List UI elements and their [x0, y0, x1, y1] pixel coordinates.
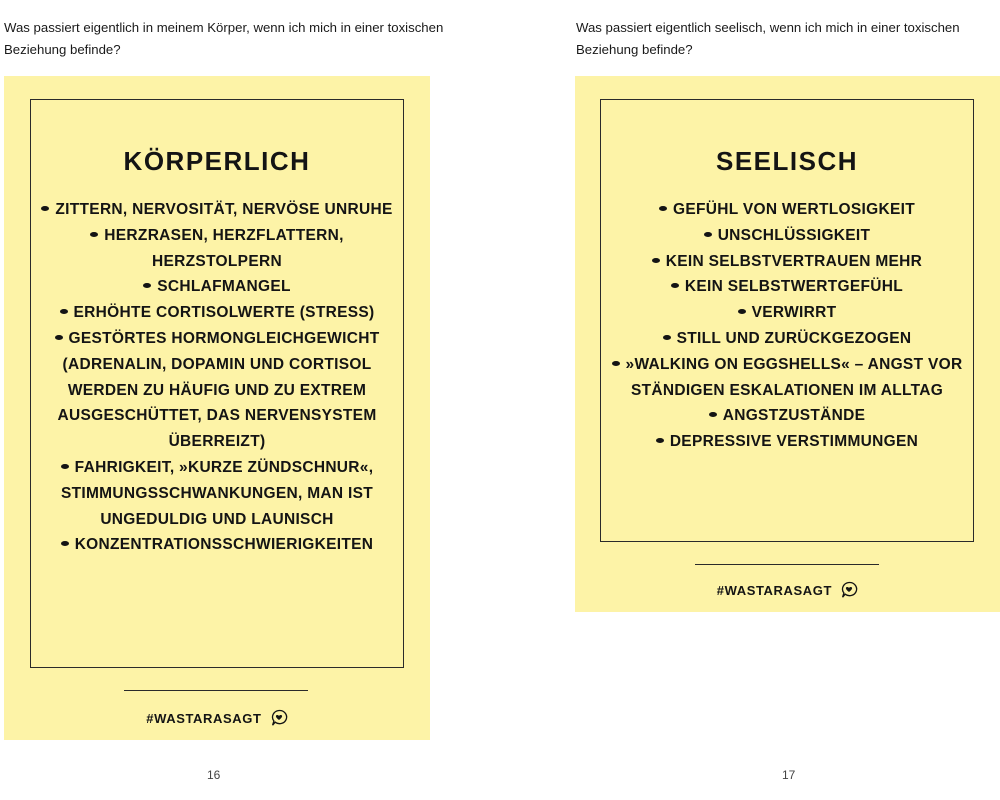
card-title: SEELISCH: [715, 146, 859, 176]
card-frame: [30, 99, 404, 668]
list-item: KONZENTRATIONSSCHWIERIGKEITEN: [41, 532, 393, 558]
list-item: HERZRASEN, HERZFLATTERN, HERZSTOLPERN: [41, 223, 393, 275]
intro-text: Was passiert eigentlich in meinem Körper, wenn ich mich in einer toxischen Beziehung befinde?: [4, 20, 444, 57]
bullet-icon: [663, 335, 671, 340]
bullet-icon: [656, 438, 664, 443]
bullet-icon: [90, 232, 98, 237]
info-card: [4, 76, 430, 740]
info-card: [575, 76, 1000, 612]
bullet-icon: [143, 283, 151, 288]
bullet-icon: [704, 232, 712, 237]
bullet-icon: [41, 206, 49, 211]
speech-bubble-heart-icon: [270, 709, 288, 727]
list-item: ZITTERN, NERVOSITÄT, NERVÖSE UNRUHE: [41, 197, 393, 223]
list-item: FAHRIGKEIT, »KURZE ZÜNDSCHNUR«, STIMMUNGSSCHWANKUNGEN, MAN IST UNGEDULDIG UND LAUNISCH: [60, 458, 374, 528]
card-title: KÖRPERLICH: [123, 146, 311, 176]
list-item: GEFÜHL VON WERTLOSIGKEIT: [611, 197, 963, 223]
list-item: ERHÖHTE CORTISOLWERTE (STRESS): [41, 300, 393, 326]
speech-bubble-heart-icon: [840, 581, 858, 599]
bullet-icon: [60, 309, 68, 314]
card-frame: [600, 99, 974, 542]
list-item: KEIN SELBSTVERTRAUEN MEHR: [611, 249, 963, 275]
symptom-list: [31, 197, 403, 558]
bullet-icon: [61, 541, 69, 546]
list-item: »WALKING ON EGGSHELLS« – ANGST VOR STÄNDIGEN ESKALATIONEN IM ALLTAG: [611, 352, 963, 404]
hashtag: #WASTARASAGT: [575, 581, 1000, 599]
list-item: UNSCHLÜSSIGKEIT: [611, 223, 963, 249]
list-item: STILL UND ZURÜCKGEZOGEN: [611, 326, 963, 352]
list-item: VERWIRRT: [611, 300, 963, 326]
bullet-icon: [61, 464, 69, 469]
list-item: DEPRESSIVE VERSTIMMUNGEN: [611, 429, 963, 455]
list-item: KEIN SELBSTWERTGEFÜHL: [611, 274, 963, 300]
bullet-icon: [709, 412, 717, 417]
bullet-icon: [612, 361, 620, 366]
divider: [695, 564, 879, 565]
symptom-list: [601, 197, 973, 455]
divider: [124, 690, 308, 691]
page-number: 16: [207, 768, 221, 782]
bullet-icon: [671, 283, 679, 288]
bullet-icon: [659, 206, 667, 211]
list-item: GESTÖRTES HORMONGLEICHGEWICHT (ADRENALIN, DOPAMIN UND CORTISOL WERDEN ZU HÄUFIG UND ZU EXTREM AUSGESCHÜTTET, DAS NERVENSYSTEM ÜBERREIZT): [41, 326, 393, 455]
list-item: SCHLAFMANGEL: [41, 274, 393, 300]
hashtag: #WASTARASAGT: [4, 709, 430, 727]
bullet-icon: [738, 309, 746, 314]
list-item: ANGSTZUSTÄNDE: [611, 403, 963, 429]
page-number: 17: [782, 768, 796, 782]
bullet-icon: [652, 258, 660, 263]
bullet-icon: [55, 335, 63, 340]
intro-text: Was passiert eigentlich seelisch, wenn ich mich in einer toxischen Beziehung befinde?: [576, 20, 960, 57]
page-right: [500, 0, 1000, 800]
